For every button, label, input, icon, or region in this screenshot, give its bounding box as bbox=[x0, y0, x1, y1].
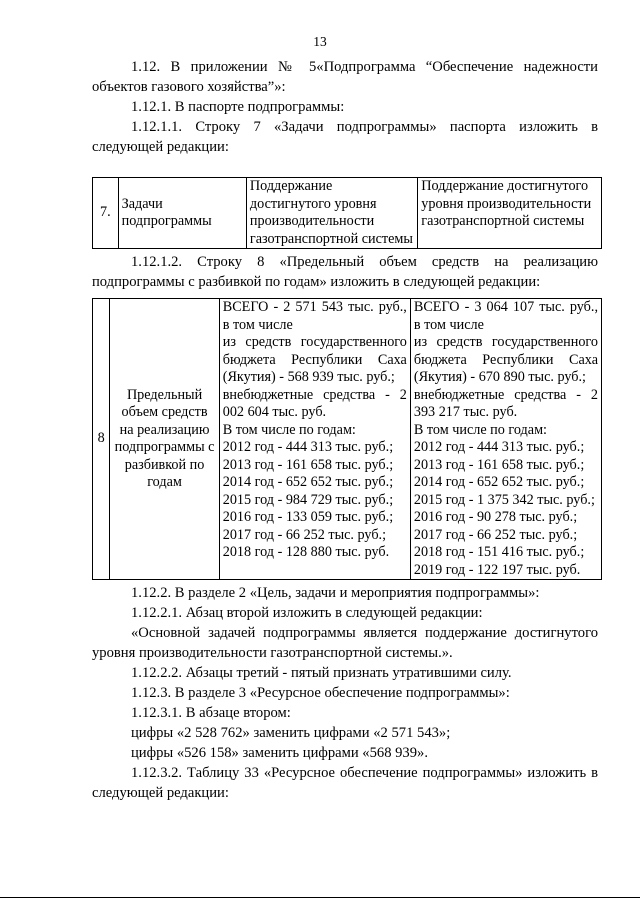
paragraph-1-12-3-2: 1.12.3.2. Таблицу 33 «Ресурсное обеспечение подпрограммы» изложить в следующей редакции: bbox=[92, 765, 598, 801]
paragraph-quote: «Основной задачей подпрограммы является поддержание достигнутого уровня производительности газотранспортной системы.». bbox=[92, 625, 598, 661]
row-number: 7. bbox=[93, 178, 119, 249]
new-line: 2012 год - 444 313 тыс. руб.; bbox=[413, 439, 585, 455]
new-line: 2013 год - 161 658 тыс. руб.; bbox=[413, 456, 585, 473]
paragraph-1-12-2: 1.12.2. В разделе 2 «Цель, задачи и мероприятия подпрограммы»: bbox=[131, 585, 540, 601]
paragraph-replace-2: цифры «526 158» заменить цифрами «568 939». bbox=[131, 745, 428, 761]
paragraph-1-12-2-1: 1.12.2.1. Абзац второй изложить в следующей редакции: bbox=[131, 605, 483, 621]
row-number: 8 bbox=[93, 299, 110, 580]
new-line: 2015 год - 1 375 342 тыс. руб.; bbox=[413, 491, 595, 508]
old-line: 2016 год - 133 059 тыс. руб.; bbox=[222, 509, 394, 525]
old-line: 2014 год - 652 652 тыс. руб.; bbox=[222, 474, 394, 490]
new-line: 2014 год - 652 652 тыс. руб.; bbox=[413, 474, 585, 490]
row-label: Предельный объем средств на реализацию подпрограммы с разбивкой по годам bbox=[110, 299, 219, 580]
new-line: 2018 год - 151 416 тыс. руб.; bbox=[413, 544, 585, 560]
paragraph-1-12-2-2: 1.12.2.2. Абзацы третий - пятый признать утратившими силу. bbox=[131, 665, 512, 681]
new-funding-cell bbox=[410, 299, 601, 580]
page-number: 13 bbox=[313, 34, 327, 49]
old-line: 2015 год - 984 729 тыс. руб.; bbox=[222, 491, 394, 508]
new-line: ВСЕГО - 3 064 107 тыс. руб., в том числе bbox=[413, 299, 598, 333]
old-funding-cell bbox=[219, 299, 410, 580]
new-value: Поддержание достигнутого уровня производительности газотранспортной системы bbox=[418, 178, 602, 249]
paragraph-1-12-1-1: 1.12.1.1. Строку 7 «Задачи подпрограммы» паспорта изложить в следующей редакции: bbox=[92, 119, 598, 155]
old-line: 2012 год - 444 313 тыс. руб.; bbox=[222, 439, 394, 455]
old-line: 2018 год - 128 880 тыс. руб. bbox=[222, 544, 390, 560]
table-row-7 bbox=[92, 177, 602, 249]
old-value: Поддержание достигнутого уровня производительности газотранспортной системы bbox=[246, 178, 417, 249]
old-line: 2017 год - 66 252 тыс. руб.; bbox=[222, 526, 387, 543]
new-line: В том числе по годам: bbox=[413, 421, 547, 438]
paragraph-replace-1: цифры «2 528 762» заменить цифрами «2 571 543»; bbox=[131, 725, 451, 741]
new-line: 2016 год - 90 278 тыс. руб.; bbox=[413, 509, 578, 525]
table-row-8 bbox=[92, 298, 602, 580]
new-line: 2019 год - 122 197 тыс. руб. bbox=[413, 561, 581, 578]
paragraph-1-12-1: 1.12.1. В паспорте подпрограммы: bbox=[131, 99, 345, 115]
new-line: 2017 год - 66 252 тыс. руб.; bbox=[413, 526, 578, 543]
new-line: из средств государственного бюджета Республики Саха (Якутия) - 670 890 тыс. руб.; bbox=[413, 334, 598, 385]
old-line: ВСЕГО - 2 571 543 тыс. руб., в том числе bbox=[222, 299, 407, 333]
old-line: внебюджетные средства - 2 002 604 тыс. руб. bbox=[222, 386, 407, 420]
document-body bbox=[92, 57, 598, 803]
old-line: 2013 год - 161 658 тыс. руб.; bbox=[222, 456, 394, 473]
row-label: Задачи подпрограммы bbox=[118, 178, 246, 249]
new-line: внебюджетные средства - 2 393 217 тыс. руб. bbox=[413, 386, 598, 420]
paragraph-1-12-3: 1.12.3. В разделе 3 «Ресурсное обеспечение подпрограммы»: bbox=[131, 685, 510, 701]
old-line: из средств государственного бюджета Республики Саха (Якутия) - 568 939 тыс. руб.; bbox=[222, 334, 407, 385]
old-line: В том числе по годам: bbox=[222, 421, 356, 438]
paragraph-1-12-1-2: 1.12.1.2. Строку 8 «Предельный объем средств на реализацию подпрограммы с разбивкой по годам» изложить в следующей редакции: bbox=[92, 254, 598, 290]
paragraph-1-12-3-1: 1.12.3.1. В абзаце втором: bbox=[131, 705, 291, 721]
paragraph-1-12: 1.12. В приложении № 5«Подпрограмма “Обеспечение надежности объектов газового хозяйства”»: bbox=[92, 59, 598, 95]
bottom-border-line bbox=[0, 897, 640, 898]
